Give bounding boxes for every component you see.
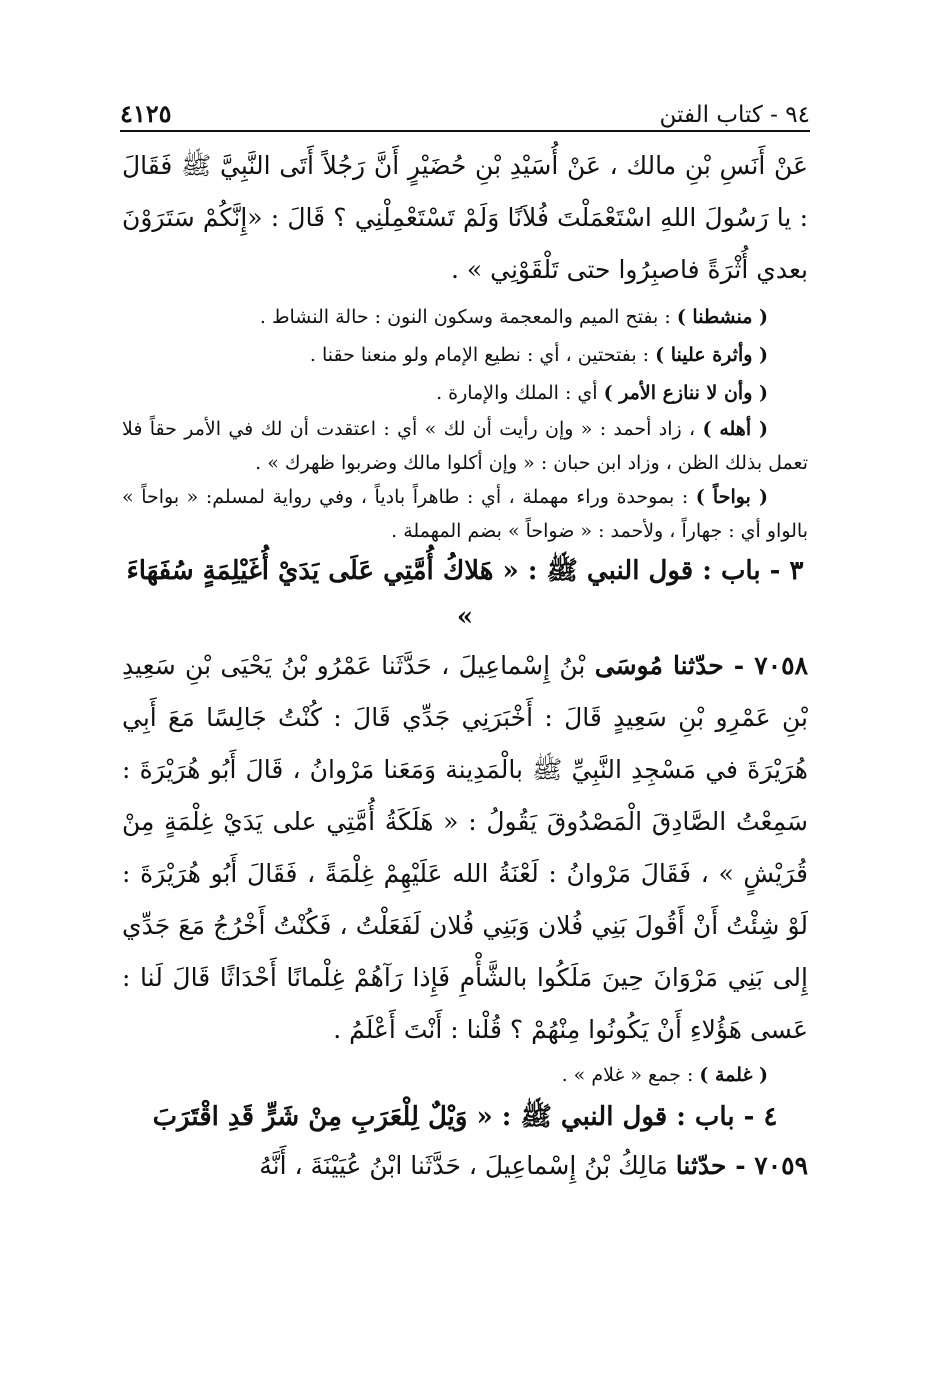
hadith-line: سَتَرَوْنَ بعدي أُثْرَةً فاصبِرُوا حتى تَلْقَوْنِي » . [122, 203, 808, 284]
note-term: ( بواحاً ) [695, 486, 768, 508]
hadith-7059 [122, 1140, 808, 1192]
chapter-heading-4: ٤ - باب : قول النبي ﷺ : « وَيْلٌ لِلْعَرَبِ مِنْ شَرٍّ قَدِ اقْتَرَبَ [152, 1102, 778, 1132]
note-text: : بفتحتين ، أي : نطيع الإمام ولو منعنا حقنا . [309, 344, 656, 366]
page-number: ٤١٢٥ [120, 99, 172, 128]
note-text: أي : الملك والإمارة . [436, 382, 604, 404]
header-rule [120, 130, 810, 132]
hadith-number: ٧٠٥٩ - حدّثنا [675, 1151, 808, 1180]
hadith-text: مَالِكُ بْنُ إِسْماعِيلَ ، حَدَّثَنا ابْنُ عُيَيْنَةَ ، أَنَّهُ [259, 1151, 676, 1180]
hadith-line: فَقَالَ : يا رَسُولَ اللهِ اسْتَعْمَلْتَ فُلاَنًا وَلَمْ تَسْتَعْمِلْنِي ؟ قَالَ : «إِنَّكُمْ [122, 151, 809, 232]
note-term: ( منشطنا ) [676, 306, 768, 328]
hadith-7058 [122, 640, 808, 1056]
commentary-note [122, 298, 808, 336]
running-chapter-title: ٩٤ - كتاب الفتن [659, 102, 810, 128]
hadith-text: بْنُ إِسْماعِيلَ ، حَدَّثَنا عَمْرُو بْنُ يَحْيَى بْنِ سَعِيدِ بْنِ عَمْرِو بْنِ سَعِيدٍ قَالَ : أَخْبَرَنِي جَدِّي قَالَ : كُنْتُ جَالِسًا مَعَ أَبِي هُرَيْرَةَ في مَسْجِدِ النَّبِيِّ ﷺ بالْمَدِينة وَمَعَنا مَرْوانُ ، قَالَ أَبُو هُرَيْرَةَ : سَمِعْتُ الصَّادِقَ الْمَصْدُوقَ يَقُولُ : « هَلَكَةُ أُمَّتِي على يَدَيْ غِلْمَةٍ مِنْ قُرَيْشٍ » ، فَقَالَ مَرْوانُ : لَعْنَةُ الله عَلَيْهِمْ غِلْمَةً ، فَقَالَ أَبُو هُرَيْرَةَ : لَوْ شِئْتُ أَنْ أَقُولَ بَنِي فُلان وَبَنِي فُلان لَفَعَلْتُ ، فَكُنْتُ أَخْرُجُ مَعَ جَدِّي إِلى بَنِي مَرْوَانَ حِينَ مَلَكُوا بالشَّأْمِ فَإِذا رَآهُمْ غِلْمانًا أَحْدَاثًا قَالَ لَنا : عَسى هَؤُلاءِ أَنْ يَكُونُوا مِنْهُمْ ؟ قُلْنا : أَنْتَ أَعْلَمُ . [122, 651, 808, 1044]
chapter-heading-3: ٣ - باب : قول النبي ﷺ : « هَلاكُ أُمَّتِي عَلَى يَدَيْ أُغَيْلِمَةٍ سُفَهَاءَ » [126, 556, 804, 632]
note-term: ( وأثرة علينا ) [655, 344, 768, 366]
note-text: : بموحدة وراء مهملة ، أي : طاهراً بادياً ، وفي رواية لمسلم: « بواحاً » بالواو أي : جهاراً ، ولأحمد : « ضواحاً » بضم المهملة . [122, 486, 808, 542]
hadith-line: عَنْ أَنَسِ بْنِ مالك ، عَنْ أُسَيْدِ بْنِ حُضَيْرٍ أَنَّ رَجُلاً أَتَى النَّبِيَّ ﷺ [181, 151, 808, 180]
commentary-note [122, 480, 808, 548]
commentary-note [122, 374, 808, 412]
page-body [122, 140, 808, 1192]
previous-hadith-text [122, 140, 808, 296]
note-term: ( وأن لا ننازع الأمر ) [603, 382, 768, 404]
commentary-note [122, 1056, 808, 1094]
page-header [120, 88, 810, 128]
hadith-number: ٧٠٥٨ - حدّثنا مُوسَى [594, 651, 808, 680]
note-text: ، زاد أحمد : « وإن رأيت أن لك » أي : اعتقدت أن لك في الأمر حقاً فلا تعمل بذلك الظن ، وزاد ابن حبان : « وإن أكلوا مالك وضربوا ظهرك » . [122, 418, 808, 474]
note-text: : بفتح الميم والمعجمة وسكون النون : حالة النشاط . [259, 306, 677, 328]
commentary-note [122, 412, 808, 480]
note-text: : جمع « غلام » . [561, 1064, 700, 1086]
note-term: ( أهله ) [702, 418, 769, 440]
note-term: ( غلمة ) [699, 1064, 768, 1086]
commentary-note [122, 336, 808, 374]
